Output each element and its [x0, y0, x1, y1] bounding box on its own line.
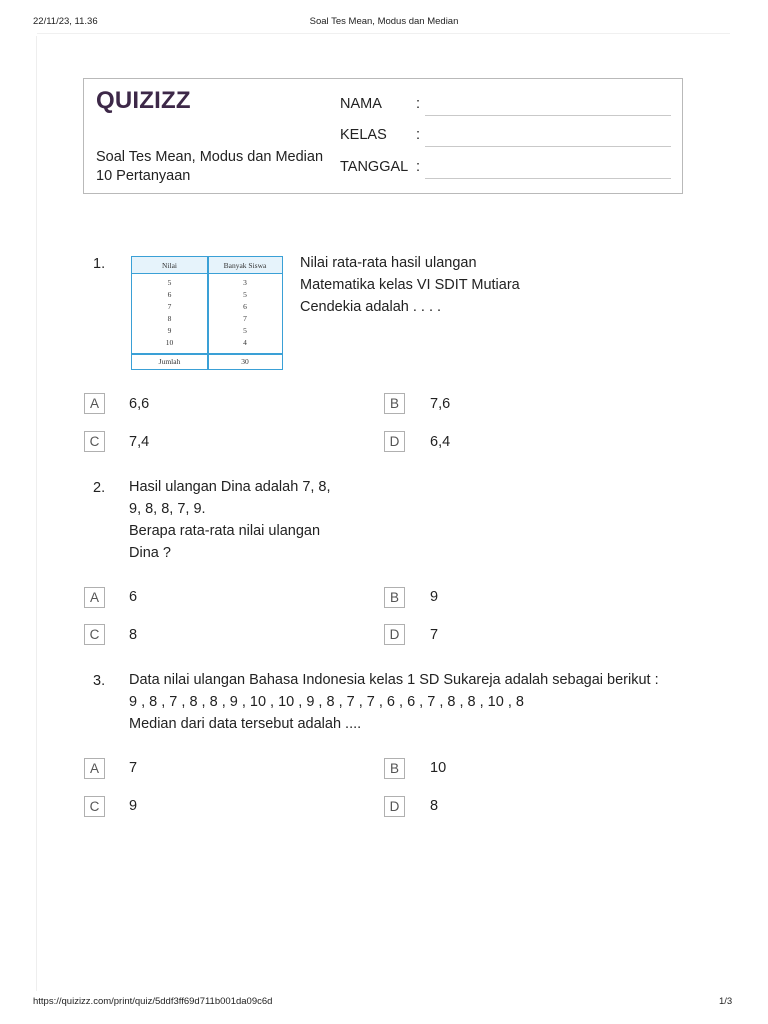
question-3-number: 3. — [93, 673, 106, 689]
q1-option-b-box: B — [384, 393, 405, 414]
q1-option-b-value: 7,6 — [430, 396, 451, 412]
question-1-text — [300, 252, 520, 318]
question-text-line: Berapa rata-rata nilai ulangan — [129, 523, 321, 539]
name-blank-line — [425, 115, 671, 116]
q2-option-a-value: 6 — [129, 589, 138, 605]
question-text-line: Dina ? — [129, 545, 171, 561]
q1-option-d-box: D — [384, 431, 405, 452]
name-field — [340, 96, 680, 118]
question-text-line: Hasil ulangan Dina adalah 7, 8, — [129, 479, 331, 495]
page-number: 1/3 — [719, 996, 733, 1007]
q1-option-a-value: 6,6 — [129, 396, 150, 412]
table-cell: 6 — [167, 290, 172, 299]
q3-option-c-value: 9 — [129, 798, 138, 814]
q1-option-a-box: A — [84, 393, 105, 414]
quiz-title: Soal Tes Mean, Modus dan Median — [96, 149, 324, 165]
q3-option-c-box: C — [84, 796, 105, 817]
q1-option-c-value: 7,4 — [129, 434, 150, 450]
q2-option-a-box: A — [84, 587, 105, 608]
date-blank-line — [425, 178, 671, 179]
question-1-table — [131, 256, 283, 370]
table-cell: 7 — [243, 314, 247, 323]
class-label: KELAS — [340, 127, 387, 143]
table-cell: 5 — [243, 290, 247, 299]
question-3-text — [129, 669, 659, 735]
table-cell: 8 — [167, 314, 172, 323]
table-cell: 5 — [167, 278, 172, 287]
q2-option-d-value: 7 — [430, 627, 439, 643]
question-text-line: Matematika kelas VI SDIT Mutiara — [300, 277, 520, 293]
name-colon: : — [416, 96, 421, 112]
table-cell: 6 — [243, 302, 247, 311]
name-label: NAMA — [340, 96, 382, 112]
question-text-line: 9, 8, 8, 7, 9. — [129, 501, 206, 517]
date-colon: : — [416, 159, 421, 175]
q3-option-b-value: 10 — [430, 760, 447, 776]
table-footer-divider — [132, 353, 282, 355]
print-url: https://quizizz.com/print/quiz/5ddf3ff69d711b001da09c6d — [33, 996, 273, 1007]
quizizz-logo: QUIZIZZ — [96, 87, 191, 114]
q2-option-d-box: D — [384, 624, 405, 645]
class-blank-line — [425, 146, 671, 147]
class-field — [340, 127, 680, 149]
q3-option-a-value: 7 — [129, 760, 138, 776]
table-footer-jumlah: Jumlah — [158, 357, 181, 366]
question-1-number: 1. — [93, 256, 106, 272]
q2-option-b-box: B — [384, 587, 405, 608]
q3-option-b-box: B — [384, 758, 405, 779]
question-count: 10 Pertanyaan — [96, 168, 191, 184]
q2-option-c-value: 8 — [129, 627, 138, 643]
question-2-number: 2. — [93, 480, 106, 496]
table-cell: 7 — [167, 302, 172, 311]
q3-option-a-box: A — [84, 758, 105, 779]
q3-option-d-box: D — [384, 796, 405, 817]
table-cell: 10 — [165, 338, 174, 347]
print-title: Soal Tes Mean, Modus dan Median — [309, 16, 459, 27]
q1-option-d-value: 6,4 — [430, 434, 451, 450]
date-field — [340, 159, 680, 181]
table-header-banyak-siswa: Banyak Siswa — [223, 261, 267, 270]
class-colon: : — [416, 127, 421, 143]
q3-option-d-value: 8 — [430, 798, 439, 814]
question-text-line: Median dari data tersebut adalah .... — [129, 716, 362, 732]
question-2-text — [129, 476, 331, 564]
question-text-line: Cendekia adalah . . . . — [300, 299, 442, 315]
table-cell: 9 — [167, 326, 172, 335]
question-text-line: Data nilai ulangan Bahasa Indonesia kelas 1 SD Sukareja adalah sebagai berikut : — [129, 672, 659, 688]
table-footer-total: 30 — [241, 357, 249, 366]
quiz-header-card — [83, 78, 683, 194]
table-header-nilai: Nilai — [162, 261, 177, 270]
top-divider — [37, 33, 730, 34]
q2-option-c-box: C — [84, 624, 105, 645]
question-text-line: Nilai rata-rata hasil ulangan — [300, 255, 477, 271]
q2-option-b-value: 9 — [430, 589, 439, 605]
table-cell: 4 — [243, 338, 247, 347]
print-header — [0, 16, 768, 30]
table-cell: 5 — [243, 326, 247, 335]
side-divider — [36, 36, 37, 991]
table-cell: 3 — [243, 278, 247, 287]
print-date: 22/11/23, 11.36 — [33, 16, 98, 27]
question-text-line: 9 , 8 , 7 , 8 , 8 , 9 , 10 , 10 , 9 , 8 , 7 , 7 , 6 , 6 , 7 , 8 , 8 , 10 , 8 — [129, 694, 524, 710]
q1-option-c-box: C — [84, 431, 105, 452]
date-label: TANGGAL — [340, 159, 409, 175]
